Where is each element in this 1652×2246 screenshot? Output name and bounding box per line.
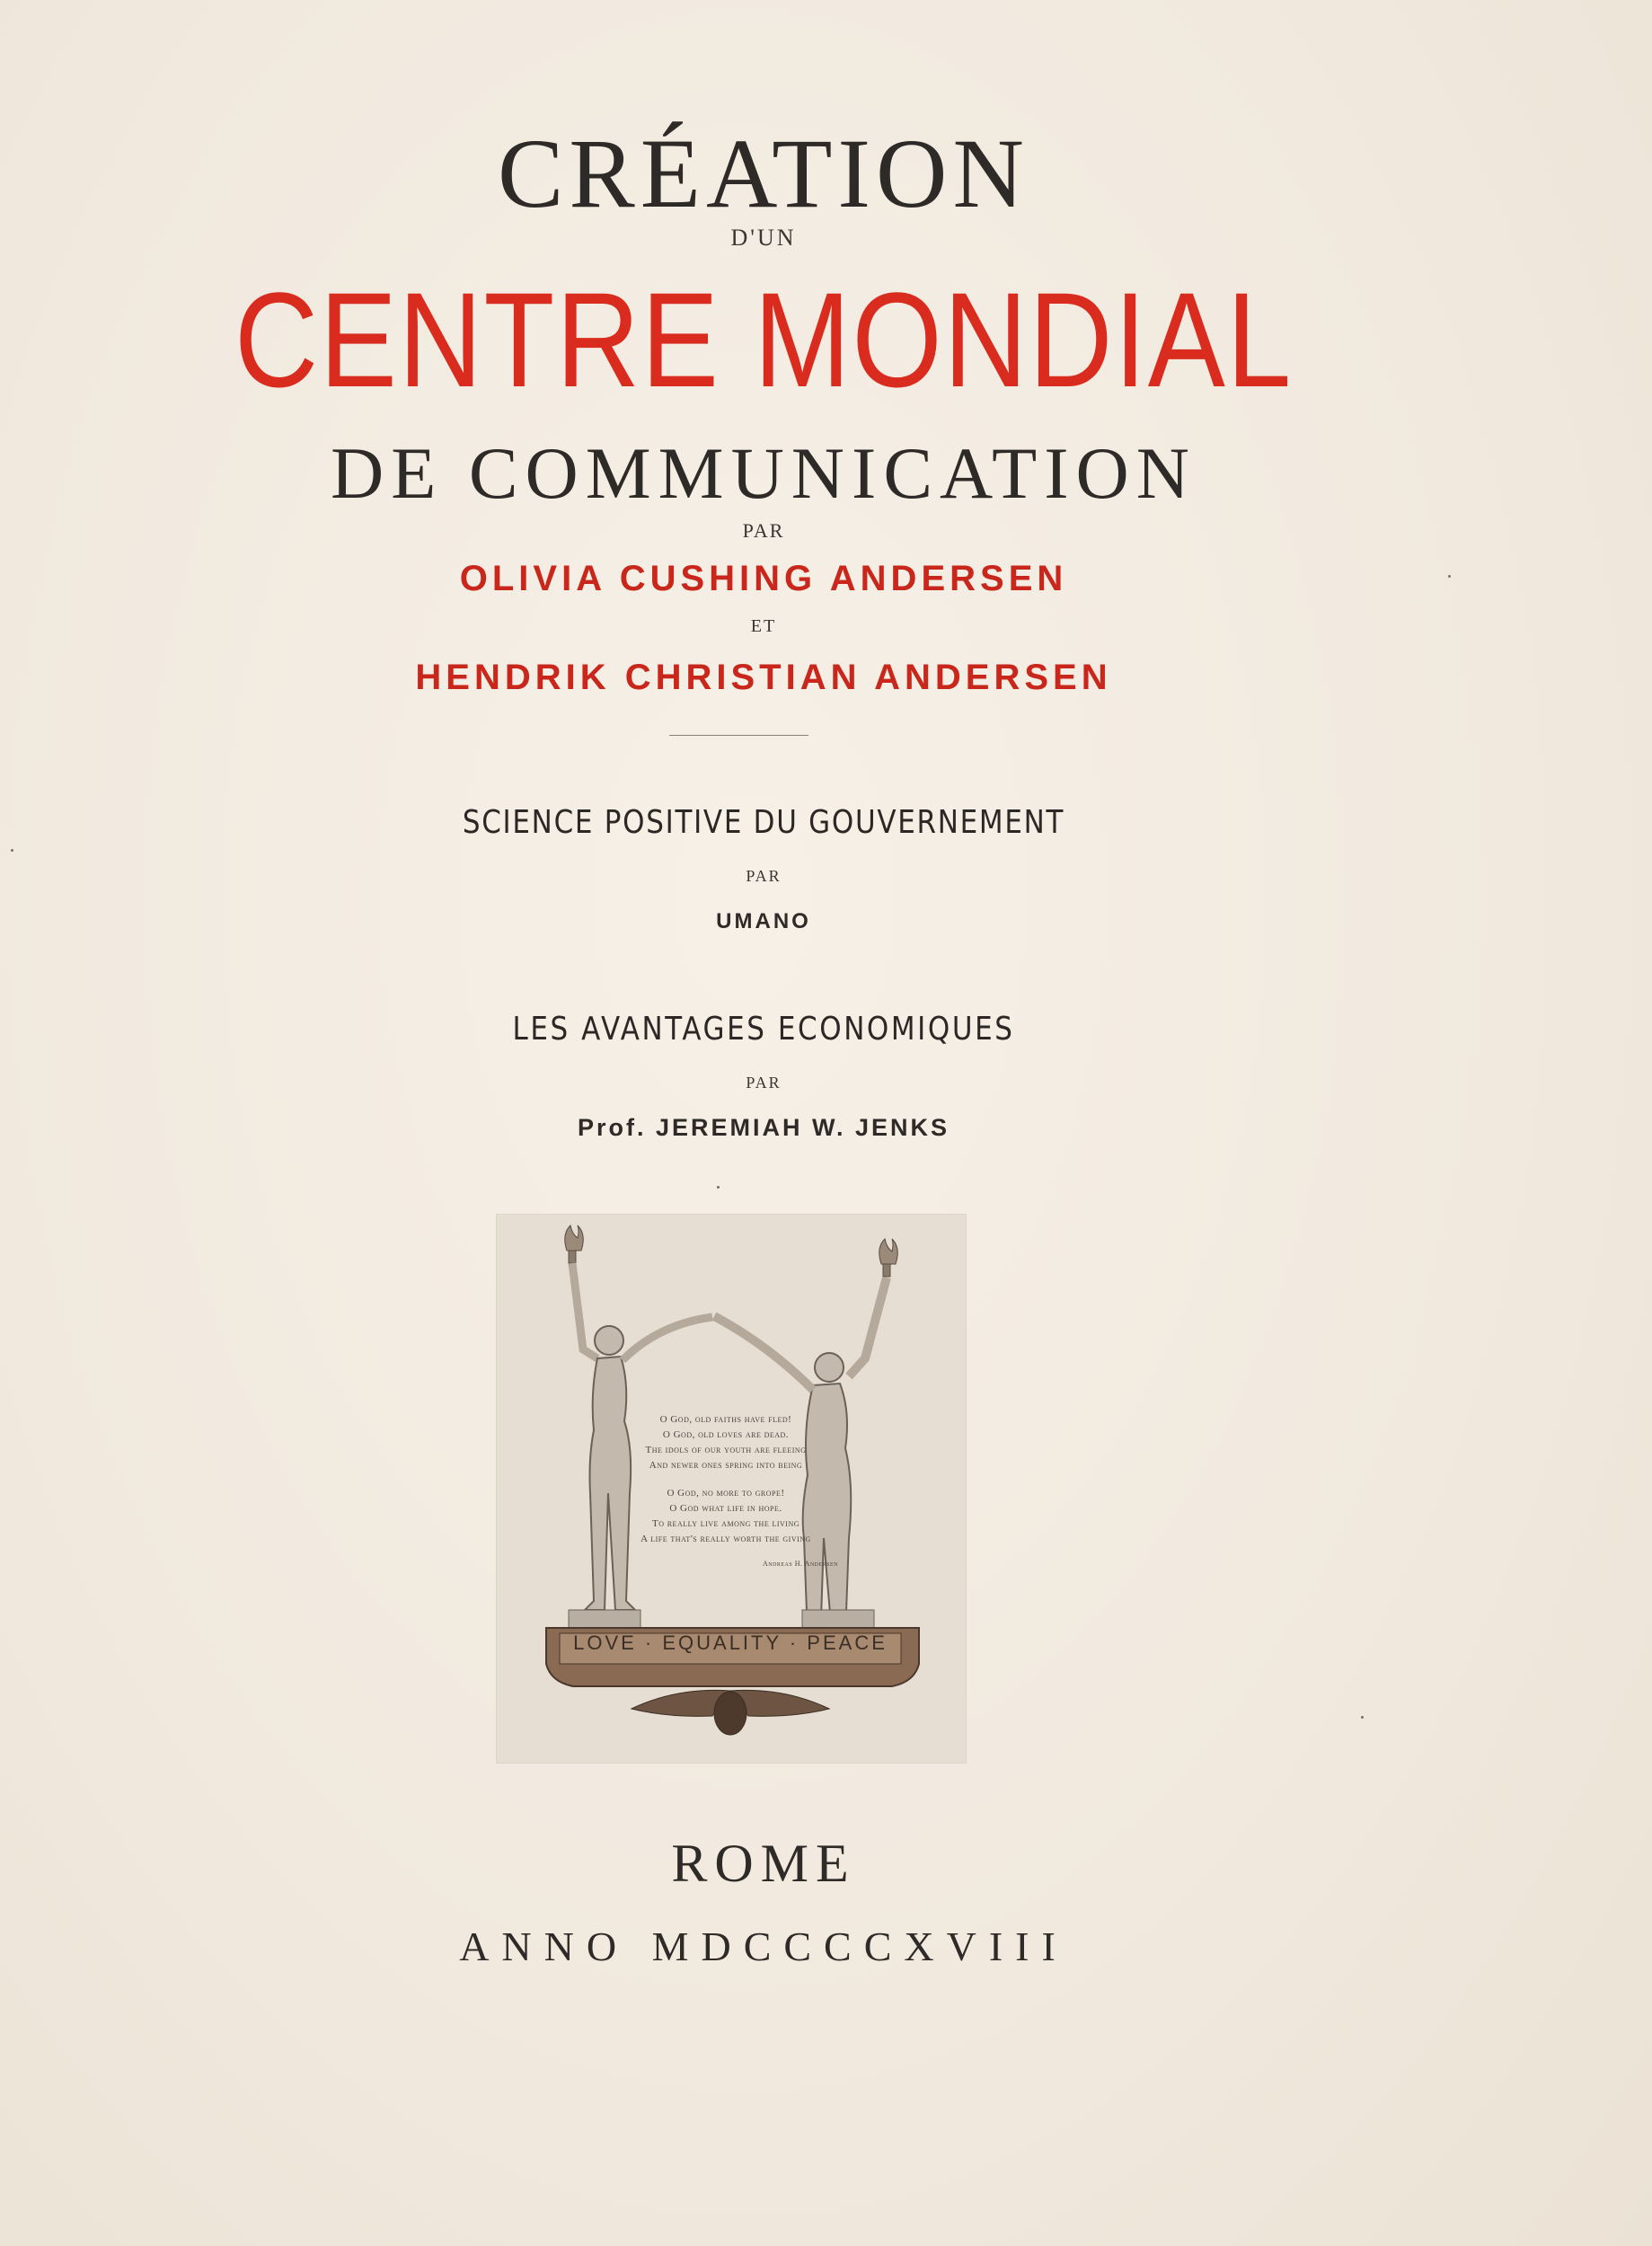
title-de-communication: DE COMMUNICATION bbox=[331, 432, 1197, 514]
right-torch-icon bbox=[879, 1239, 898, 1277]
divider-rule bbox=[669, 735, 808, 736]
plate-poem: O God, old faiths have fled! O God, old loves are dead. The idols of our youth are fleeing And newer ones spring into being O God, no more to grope! O God what life in hope. To really live among the living A life that's really worth the giving Andreas H. Andersen bbox=[614, 1412, 838, 1571]
section1-par: PAR bbox=[746, 867, 782, 885]
right-pedestal bbox=[802, 1610, 874, 1628]
winged-ornament bbox=[632, 1690, 829, 1735]
left-torch-icon bbox=[565, 1225, 584, 1263]
section2-par: PAR bbox=[746, 1074, 782, 1092]
plaque-inscription: LOVE · EQUALITY · PEACE bbox=[573, 1631, 888, 1654]
paper-speck bbox=[11, 849, 13, 852]
frontispiece-plate bbox=[497, 1215, 966, 1763]
paper-speck bbox=[1448, 575, 1451, 578]
section2-title: LES AVANTAGES ECONOMIQUES bbox=[512, 1011, 1015, 1048]
par-label: PAR bbox=[742, 519, 785, 542]
left-pedestal bbox=[569, 1610, 640, 1628]
title-centre-mondial: CENTRE MONDIAL bbox=[234, 264, 1294, 415]
author-olivia: OLIVIA CUSHING ANDERSEN bbox=[459, 559, 1068, 598]
imprint-city: ROME bbox=[671, 1834, 856, 1893]
et-label: ET bbox=[750, 616, 777, 636]
author-hendrik: HENDRIK CHRISTIAN ANDERSEN bbox=[415, 658, 1112, 697]
plate-signature: Andreas H. Andersen bbox=[762, 1560, 838, 1568]
section2-author: Prof. JEREMIAH W. JENKS bbox=[577, 1114, 950, 1141]
section1-author: UMANO bbox=[716, 909, 811, 933]
section1-title: SCIENCE POSITIVE DU GOUVERNEMENT bbox=[462, 804, 1065, 841]
paper-speck bbox=[1361, 1716, 1364, 1719]
title-creation: CRÉATION bbox=[498, 119, 1029, 228]
imprint-year: ANNO MDCCCCXVIII bbox=[459, 1923, 1068, 1969]
paper-speck bbox=[717, 1186, 720, 1189]
title-dun: D'UN bbox=[730, 225, 797, 251]
